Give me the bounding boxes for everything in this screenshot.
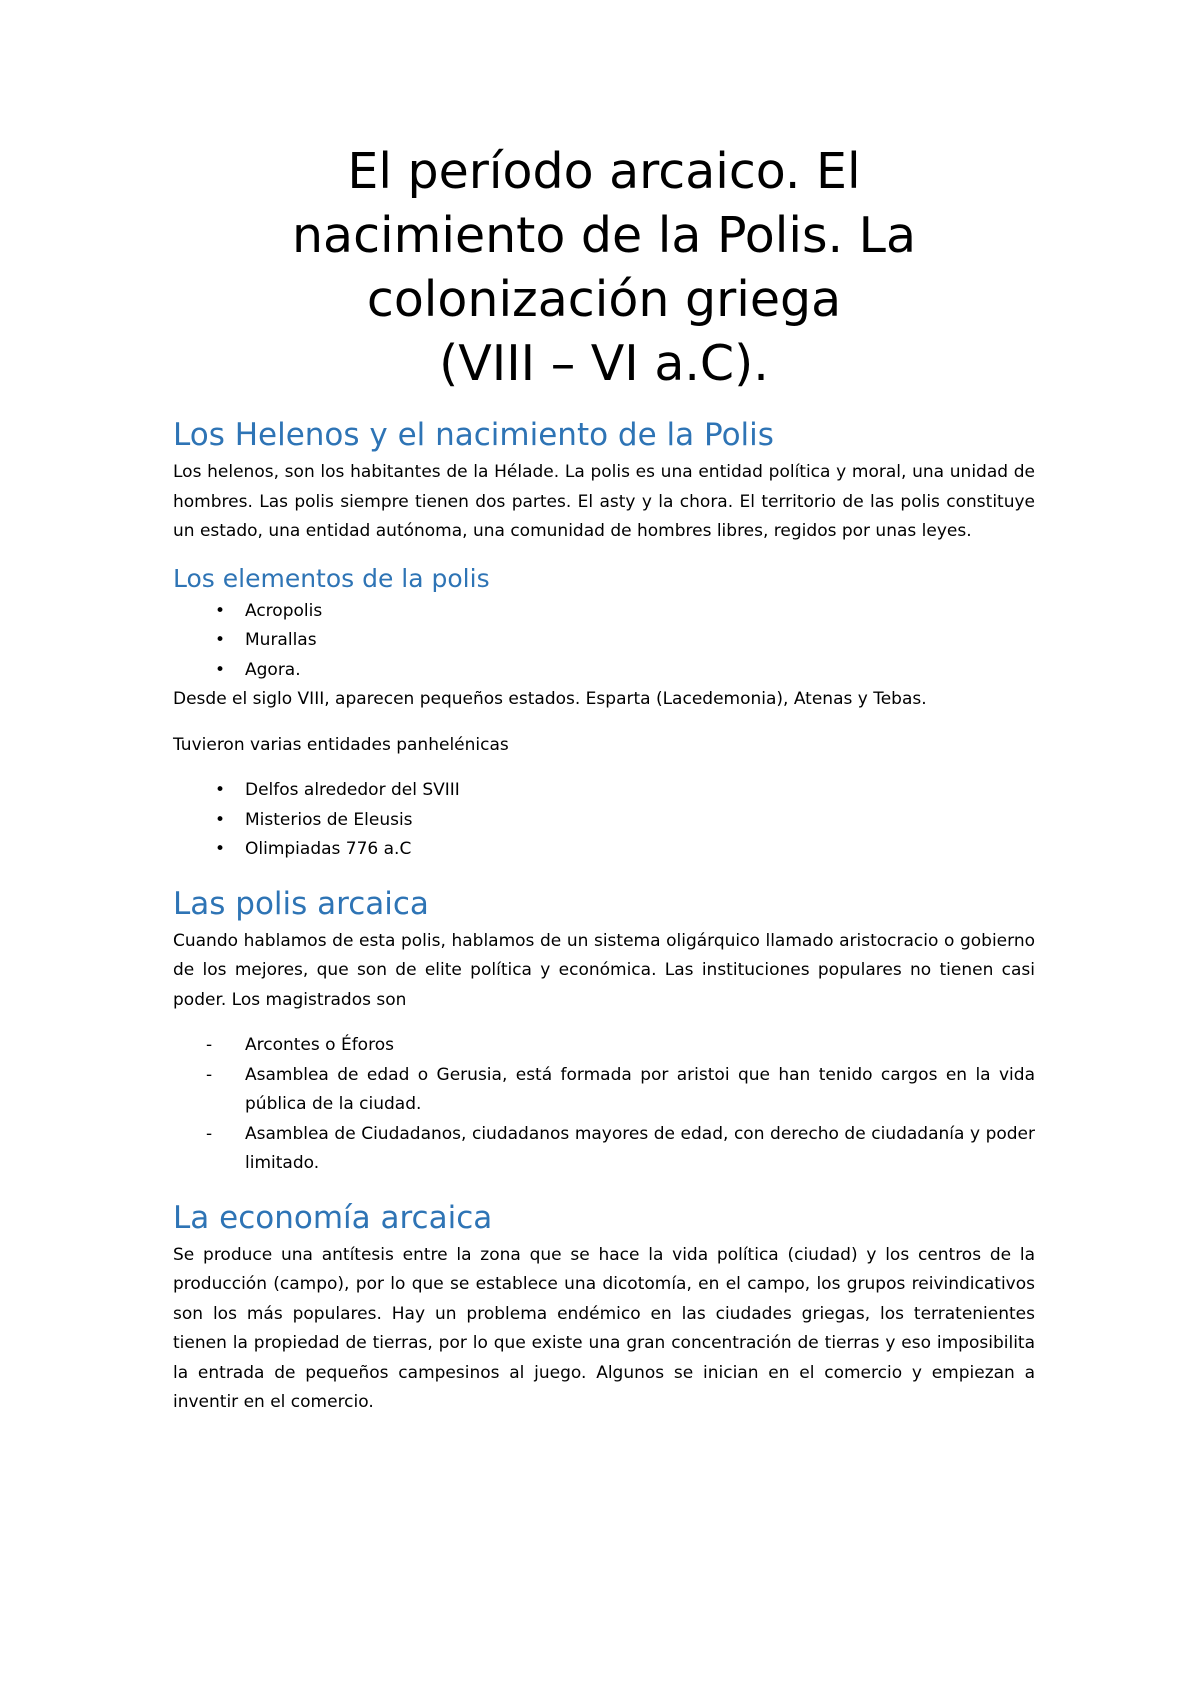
bullet-marker: • xyxy=(215,630,226,650)
paragraph-estados: Desde el siglo VIII, aparecen pequeños estados. Esparta (Lacedemonia), Atenas y Tebas. xyxy=(173,689,927,709)
paragraph-helenos: Los helenos, son los habitantes de la Hélade. La polis es una entidad política y moral, una unidad de hombres. Las polis siempre tienen dos partes. El asty y la chora. El territorio de las polis constituye un estado, una entidad autónoma, una comunidad de hombres libres, regidos por unas leyes. xyxy=(173,462,1035,541)
dash-marker: - xyxy=(206,1123,213,1144)
list-item: • Olimpiadas 776 a.C xyxy=(173,835,1035,865)
list-item: - Arcontes o Éforos xyxy=(173,1031,1035,1061)
paragraph-economia: Se produce una antítesis entre la zona que se hace la vida política (ciudad) y los centros de la producción (campo), por lo que se establece una dicotomía, en el campo, los grupos reivindicativos son los más populares. Hay un problema endémico en las ciudades griegas, los terratenientes tienen la propiedad de tierras, por lo que existe una gran concentración de tierras y eso imposibilita la entrada de pequeños campesinos al juego. Algunos se inician en el comercio y empiezan a inventir en el comercio. xyxy=(173,1244,1035,1412)
paragraph-polis-arcaica: Cuando hablamos de esta polis, hablamos de un sistema oligárquico llamado aristocracio o gobierno de los mejores, que son de elite política y económica. Las instituciones populares no tienen casi poder. Los magistrados son xyxy=(173,930,1035,1010)
list-item: • Acropolis xyxy=(173,597,1035,627)
list-item: • Agora. xyxy=(173,656,1035,686)
title-line-4: (VIII – VI a.C). xyxy=(439,335,769,392)
list-magistrados xyxy=(173,1031,1035,1179)
heading-helenos: Los Helenos y el nacimiento de la Polis xyxy=(173,417,774,453)
list-item: - Asamblea de edad o Gerusia, está formada por aristoi que han tenido cargos en la vida pública de la ciudad. xyxy=(173,1061,1035,1120)
list-elementos xyxy=(173,597,1035,686)
dash-marker: - xyxy=(206,1035,213,1055)
heading-economia: La economía arcaica xyxy=(173,1199,493,1236)
title-line-1: El período arcaico. El xyxy=(347,143,861,200)
document-page xyxy=(173,140,1035,1418)
list-panhelenicas xyxy=(173,776,1035,865)
list-item: • Murallas xyxy=(173,626,1035,656)
paragraph-panhelenicas: Tuvieron varias entidades panhelénicas xyxy=(173,734,509,755)
bullet-marker: • xyxy=(215,780,226,800)
title-line-2: nacimiento de la Polis. La xyxy=(291,207,916,264)
list-item: • Misterios de Eleusis xyxy=(173,806,1035,836)
dash-marker: - xyxy=(206,1064,213,1085)
heading-polis-arcaica: Las polis arcaica xyxy=(173,885,429,922)
document-title xyxy=(173,140,1035,396)
list-item: - Asamblea de Ciudadanos, ciudadanos mayores de edad, con derecho de ciudadanía y poder limitado. xyxy=(173,1120,1035,1179)
bullet-marker: • xyxy=(215,809,226,830)
list-item: • Delfos alrededor del SVIII xyxy=(173,776,1035,806)
title-line-3: colonización griega xyxy=(366,271,842,328)
bullet-marker: • xyxy=(215,659,226,680)
heading-elementos: Los elementos de la polis xyxy=(173,563,490,593)
bullet-marker: • xyxy=(215,839,226,859)
bullet-marker: • xyxy=(215,600,226,621)
